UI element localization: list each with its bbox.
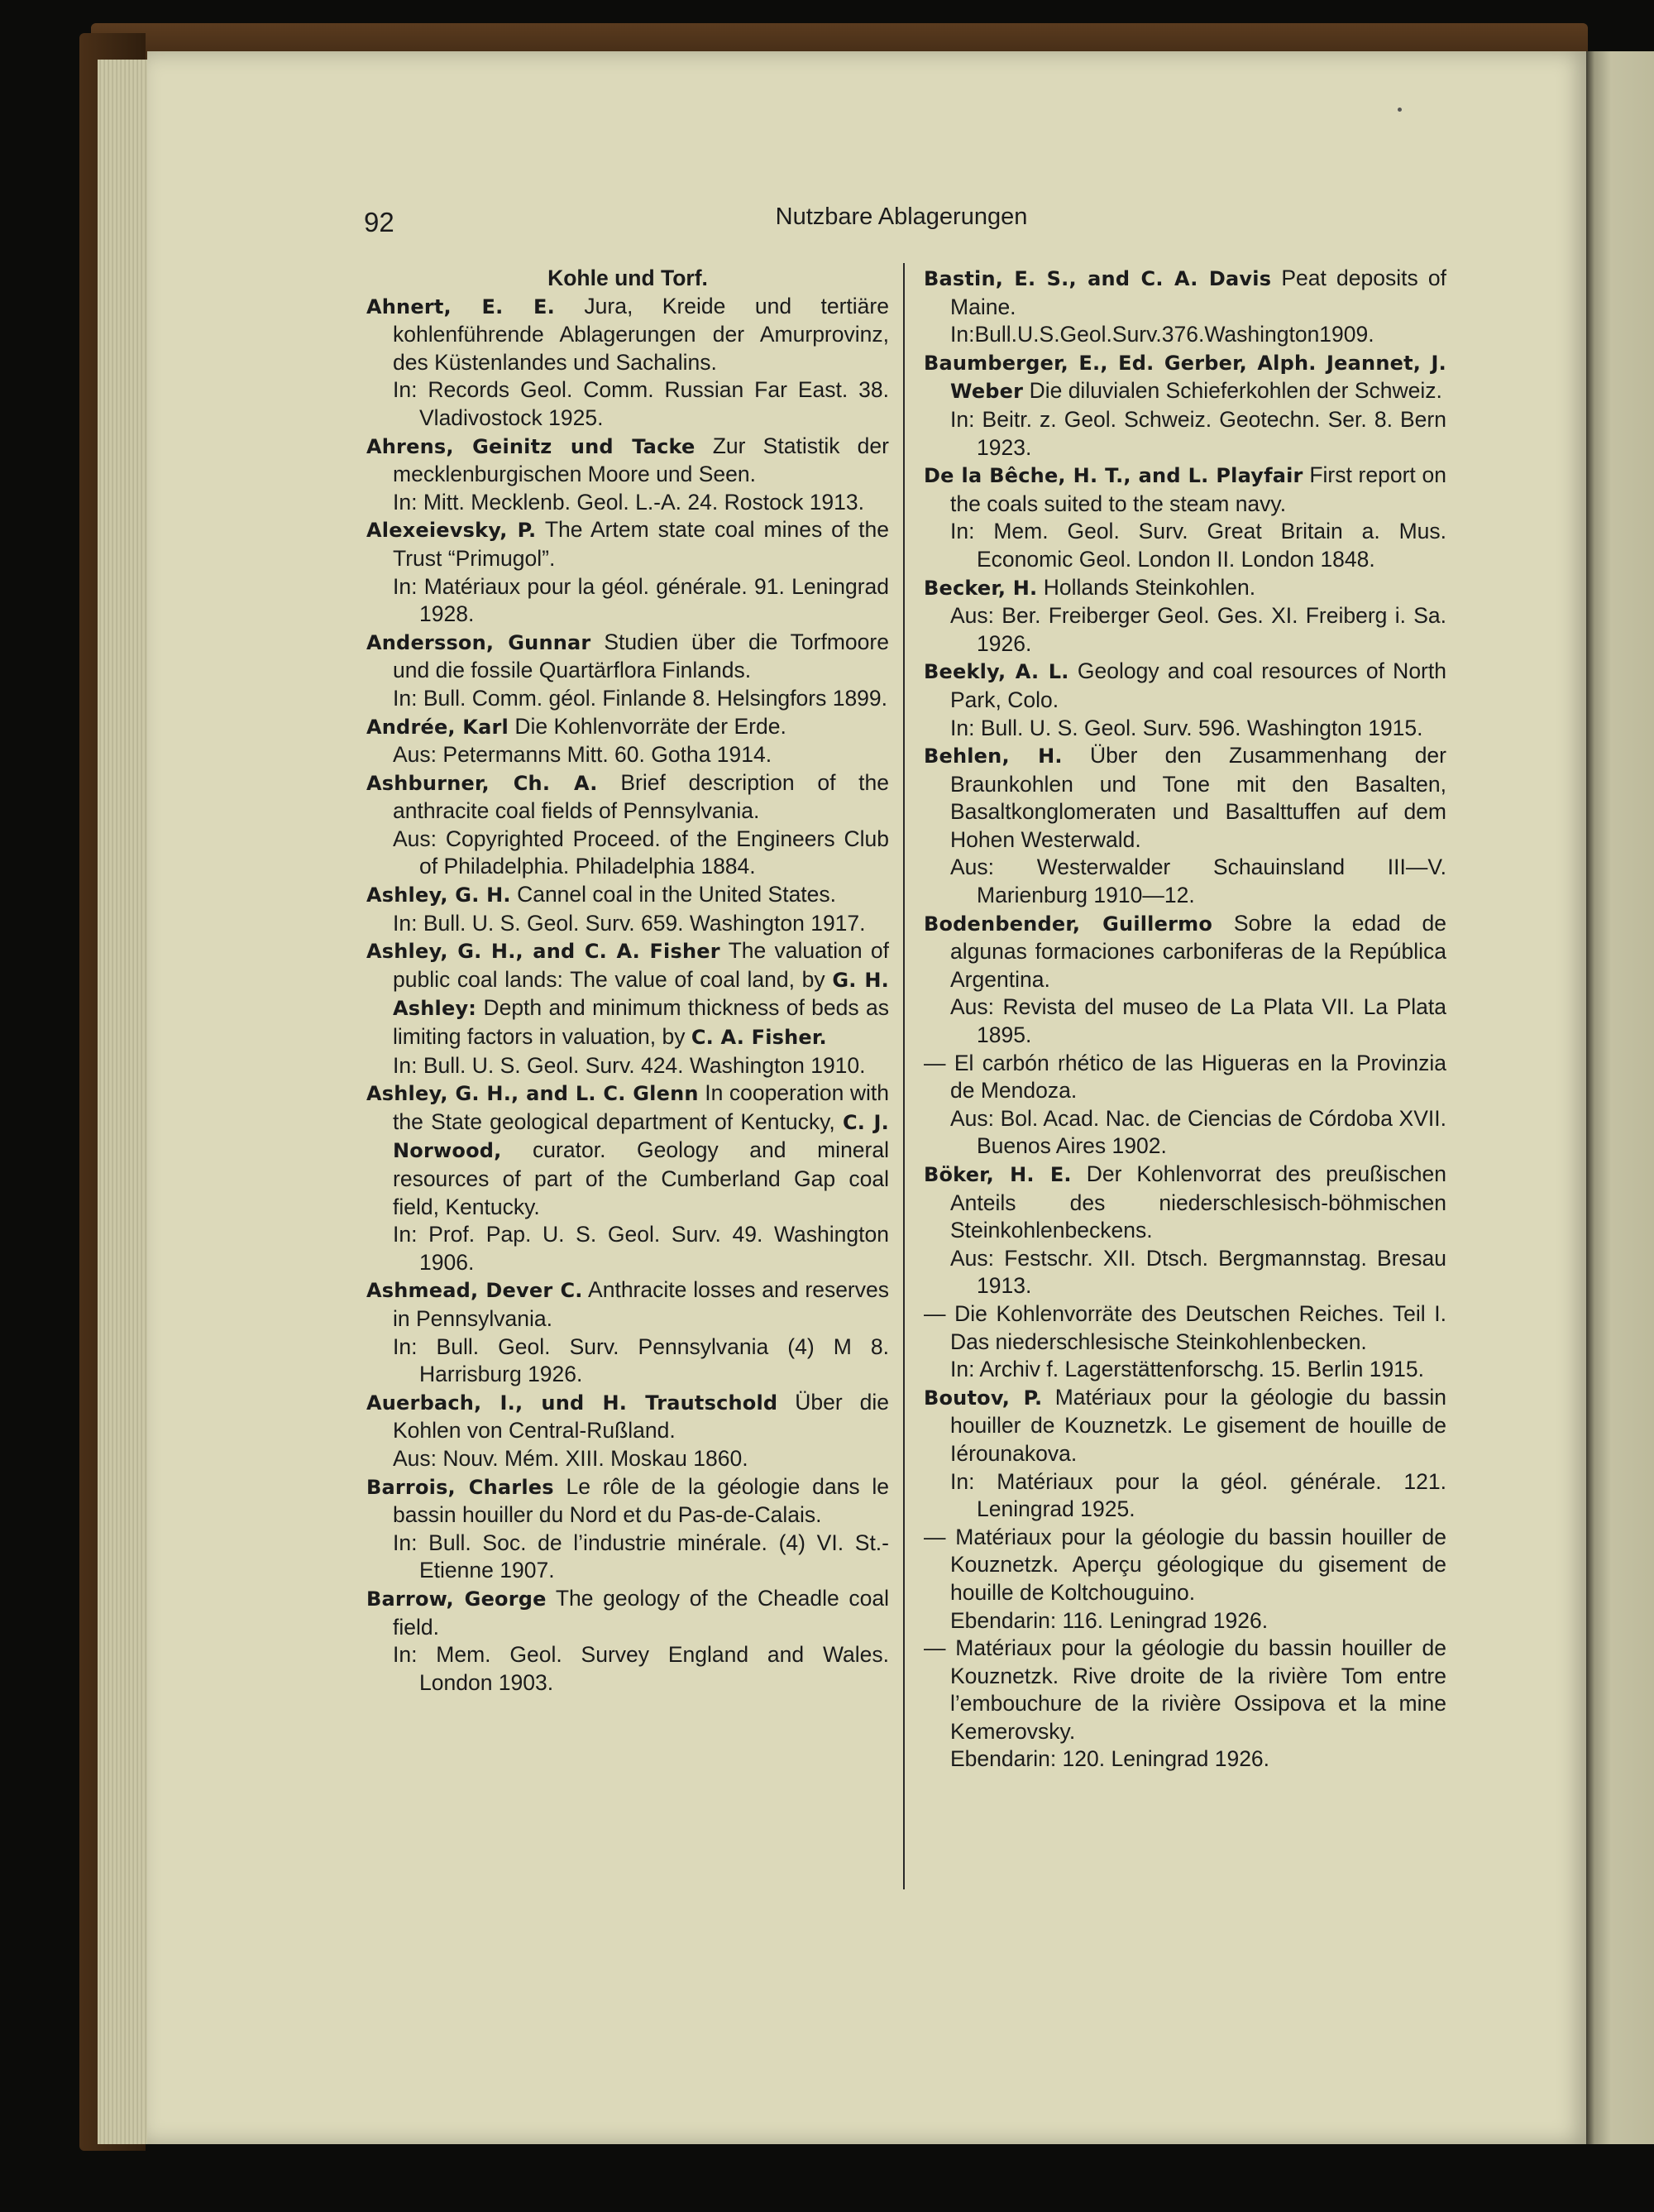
paper-speck: [1398, 108, 1402, 112]
bib-entry: [366, 293, 889, 377]
entry-source: In: Mem. Geol. Surv. Great Britain a. Mus. Economic Geol. London II. London 1848.: [950, 519, 1446, 572]
entry-title: The geology of the Cheadle coal field.: [393, 1585, 889, 1640]
entry-source: In: Matériaux pour la géol. générale. 121. Leningrad 1925.: [950, 1468, 1446, 1522]
bib-entry-continued: [924, 1300, 1446, 1356]
entry-author: Bodenbender, Guillermo: [924, 912, 1213, 936]
bib-entry: [366, 516, 889, 572]
entry-source: In: Prof. Pap. U. S. Geol. Surv. 49. Washington 1906.: [393, 1222, 889, 1275]
entry-title: — Die Kohlenvorräte des Deutschen Reiches. Teil I. Das niederschlesische Steinkohlenbecken.: [924, 1300, 1446, 1354]
bib-entry: [366, 713, 889, 742]
entry-title: — Matériaux pour la géologie du bassin houiller de Kouznetzk. Rive droite de la rivière Tom entre l’embouchure de la rivière Ossipova et la mine Kemerovsky.: [924, 1635, 1446, 1744]
bib-entry: [924, 658, 1446, 714]
entry-author: Andrée, Karl: [366, 715, 509, 739]
entry-title: The Artem state coal mines of the Trust “Primugol”.: [393, 517, 889, 571]
entry-author: Ashley, G. H., and L. C. Glenn: [366, 1082, 699, 1106]
facing-page-edge: [1586, 51, 1654, 2144]
bib-entry: [366, 629, 889, 685]
entry-author: Ahnert, E. E.: [366, 294, 555, 318]
entry-source: Ebendarin: 116. Leningrad 1926.: [950, 1607, 1269, 1633]
entry-author: Auerbach, I., und H. Trautschold: [366, 1391, 778, 1415]
entry-source: Aus: Festschr. XII. Dtsch. Bergmannstag. Bresau 1913.: [950, 1245, 1446, 1299]
bib-entry-continued: [924, 1050, 1446, 1105]
entry-title: Le rôle de la géologie dans le bassin houiller du Nord et du Pas-de-Calais.: [393, 1473, 889, 1528]
right-column: [924, 265, 1446, 1774]
entry-inline-author: C. A. Fisher.: [691, 1026, 827, 1050]
column-rule: [903, 263, 905, 1889]
entry-title-cont: Depth and minimum thickness of beds as limiting factors in valuation, by: [393, 995, 889, 1050]
bib-entry: [366, 1276, 889, 1333]
page-number: 92: [364, 207, 394, 237]
bib-entry: [366, 1473, 889, 1530]
bib-entry: [366, 937, 889, 1051]
entry-source: In: Bull. U. S. Geol. Surv. 424. Washington 1910.: [393, 1052, 866, 1078]
bib-entry: [924, 910, 1446, 994]
entry-title: Über die Kohlen von Central-Rußland.: [393, 1389, 889, 1444]
entry-author: Bastin, E. S., and C. A. Davis: [924, 267, 1272, 290]
entry-title: Zur Statistik der mecklenburgischen Moore und Seen.: [393, 433, 889, 487]
running-title: Nutzbare Ablagerungen: [775, 203, 1028, 230]
entry-title: — Matériaux pour la géologie du bassin houiller de Kouznetzk. Aperçu géologique du gisement de houille de Koltchouguino.: [924, 1524, 1446, 1605]
entry-source: In: Records Geol. Comm. Russian Far East. 38. Vladivostock 1925.: [393, 377, 889, 430]
entry-inline-author: C. J. Norwood,: [393, 1110, 889, 1163]
entry-title: Anthracite losses and reserves in Pennsylvania.: [393, 1277, 889, 1331]
bib-entry: [366, 769, 889, 826]
entry-author: Barrow, George: [366, 1587, 547, 1611]
entry-source: In: Beitr. z. Geol. Schweiz. Geotechn. Ser. 8. Bern 1923.: [950, 406, 1446, 460]
page-edges: [98, 60, 151, 2144]
entry-source: Aus: Copyrighted Proceed. of the Engineers Club of Philadelphia. Philadelphia 1884.: [393, 826, 889, 879]
bib-entry-continued: [924, 1635, 1446, 1745]
entry-title: Matériaux pour la géologie du bassin houiller de Kouznetzk. Le gisement de houille de Iérounakova.: [950, 1384, 1446, 1466]
entry-title: — El carbón rhético de las Higueras en la Provinzia de Mendoza.: [924, 1050, 1446, 1104]
bib-entry: [366, 433, 889, 489]
bib-entry: [924, 574, 1446, 603]
entry-title: Brief description of the anthracite coal fields of Pennsylvania.: [393, 769, 890, 824]
entry-title-cont: curator. Geology and mineral resources of part of the Cumberland Gap coal field, Kentucky.: [393, 1137, 889, 1219]
bib-entry: [924, 1384, 1446, 1468]
entry-title: Peat deposits of Maine.: [950, 266, 1446, 319]
entry-title: Die Kohlenvorräte der Erde.: [514, 713, 786, 739]
bib-entry: [366, 1080, 889, 1221]
entry-author: De la Bêche, H. T., and L. Playfair: [924, 464, 1303, 488]
bib-entry: [366, 1585, 889, 1641]
entry-title: Hollands Steinkohlen.: [1043, 574, 1256, 600]
entry-author: Ahrens, Geinitz und Tacke: [366, 434, 696, 458]
entry-title: Cannel coal in the United States.: [517, 882, 837, 907]
bib-entry: [924, 349, 1446, 406]
entry-author: Becker, H.: [924, 576, 1038, 600]
entry-source: In: Bull. U. S. Geol. Surv. 659. Washington 1917.: [393, 910, 866, 936]
entry-title: Jura, Kreide und tertiäre kohlenführende Ablagerungen der Amurprovinz, des Küstenlandes und Sachalins.: [393, 293, 889, 375]
entry-author: Böker, H. E.: [924, 1163, 1072, 1186]
left-column: [366, 265, 889, 1697]
entry-author: Ashmead, Dever C.: [366, 1279, 583, 1303]
entry-source: Aus: Petermanns Mitt. 60. Gotha 1914.: [393, 742, 772, 768]
bib-entry: [366, 1389, 889, 1445]
entry-source: Aus: Nouv. Mém. XIII. Moskau 1860.: [393, 1445, 748, 1471]
entry-source: Aus: Revista del museo de La Plata VII. La Plata 1895.: [950, 994, 1446, 1048]
entry-title: Die diluvialen Schieferkohlen der Schweiz.: [1029, 378, 1442, 404]
section-title: Kohle und Torf.: [547, 266, 708, 290]
bib-entry: [924, 265, 1446, 321]
entry-author: Beekly, A. L.: [924, 660, 1069, 684]
entry-author: Alexeievsky, P.: [366, 519, 537, 543]
entry-source: Aus: Ber. Freiberger Geol. Ges. XI. Freiberg i. Sa. 1926.: [950, 603, 1446, 656]
entry-title: In cooperation with the State geological department of Kentucky,: [393, 1080, 889, 1134]
entry-title: Über den Zusammenhang der Braunkohlen und Tone mit den Basalten, Basaltkonglomeraten und Basalttuffen auf dem Hohen Westerwald.: [950, 743, 1446, 852]
entry-author: Ashley, G. H., and C. A. Fisher: [366, 940, 720, 964]
entry-source: In: Bull. Geol. Surv. Pennsylvania (4) M 8. Harrisburg 1926.: [393, 1333, 889, 1387]
entry-title: Geology and coal resources of North Park, Colo.: [950, 658, 1446, 712]
entry-source: In: Bull. U. S. Geol. Surv. 596. Washington 1915.: [950, 715, 1423, 740]
bib-entry: [924, 1161, 1446, 1245]
entry-source: In: Bull. Comm. géol. Finlande 8. Helsingfors 1899.: [393, 685, 888, 711]
entry-title: The valuation of public coal lands: The value of coal land, by: [393, 938, 889, 992]
entry-source: In: Mitt. Mecklenb. Geol. L.-A. 24. Rostock 1913.: [393, 489, 865, 515]
entry-title: First report on the coals suited to the steam navy.: [950, 462, 1446, 516]
bib-entry: [366, 881, 889, 910]
entry-source: In: Archiv f. Lagerstättenforschg. 15. Berlin 1915.: [950, 1357, 1425, 1382]
entry-source: In: Mem. Geol. Survey England and Wales. London 1903.: [393, 1642, 889, 1695]
entry-author: Andersson, Gunnar: [366, 630, 591, 654]
entry-author: Ashley, G. H.: [366, 883, 511, 907]
entry-author: Behlen, H.: [924, 745, 1063, 768]
bib-entry-continued: [924, 1524, 1446, 1607]
entry-title: Sobre la edad de algunas formaciones carboniferas de la República Argentina.: [950, 910, 1446, 992]
entry-source: In: Bull. Soc. de l’industrie minérale. (4) VI. St.-Etienne 1907.: [393, 1530, 889, 1583]
entry-author: Boutov, P.: [924, 1386, 1043, 1410]
entry-author: Baumberger, E., Ed. Gerber, Alph. Jeannet, J. Weber: [924, 351, 1446, 404]
entry-author: Barrois, Charles: [366, 1475, 554, 1499]
bib-entry: [924, 462, 1446, 518]
entry-source: In: Matériaux pour la géol. générale. 91. Leningrad 1928.: [393, 573, 889, 627]
entry-source: Ebendarin: 120. Leningrad 1926.: [950, 1746, 1270, 1772]
entry-source: In:Bull.U.S.Geol.Surv.376.Washington1909.: [950, 322, 1374, 347]
bib-entry: [924, 742, 1446, 854]
entry-author: Ashburner, Ch. A.: [366, 771, 598, 795]
entry-title: Der Kohlenvorrat des preußischen Anteils des niederschlesisch-böhmischen Steinkohlenbeckens.: [950, 1161, 1446, 1243]
entry-title: Studien über die Torfmoore und die fossile Quartärflora Finlands.: [393, 629, 889, 683]
entry-inline-author: G. H. Ashley:: [393, 968, 889, 1021]
entry-source: Aus: Bol. Acad. Nac. de Ciencias de Córdoba XVII. Buenos Aires 1902.: [950, 1105, 1446, 1159]
entry-source: Aus: Westerwalder Schauinsland III—V. Marienburg 1910—12.: [950, 855, 1446, 908]
